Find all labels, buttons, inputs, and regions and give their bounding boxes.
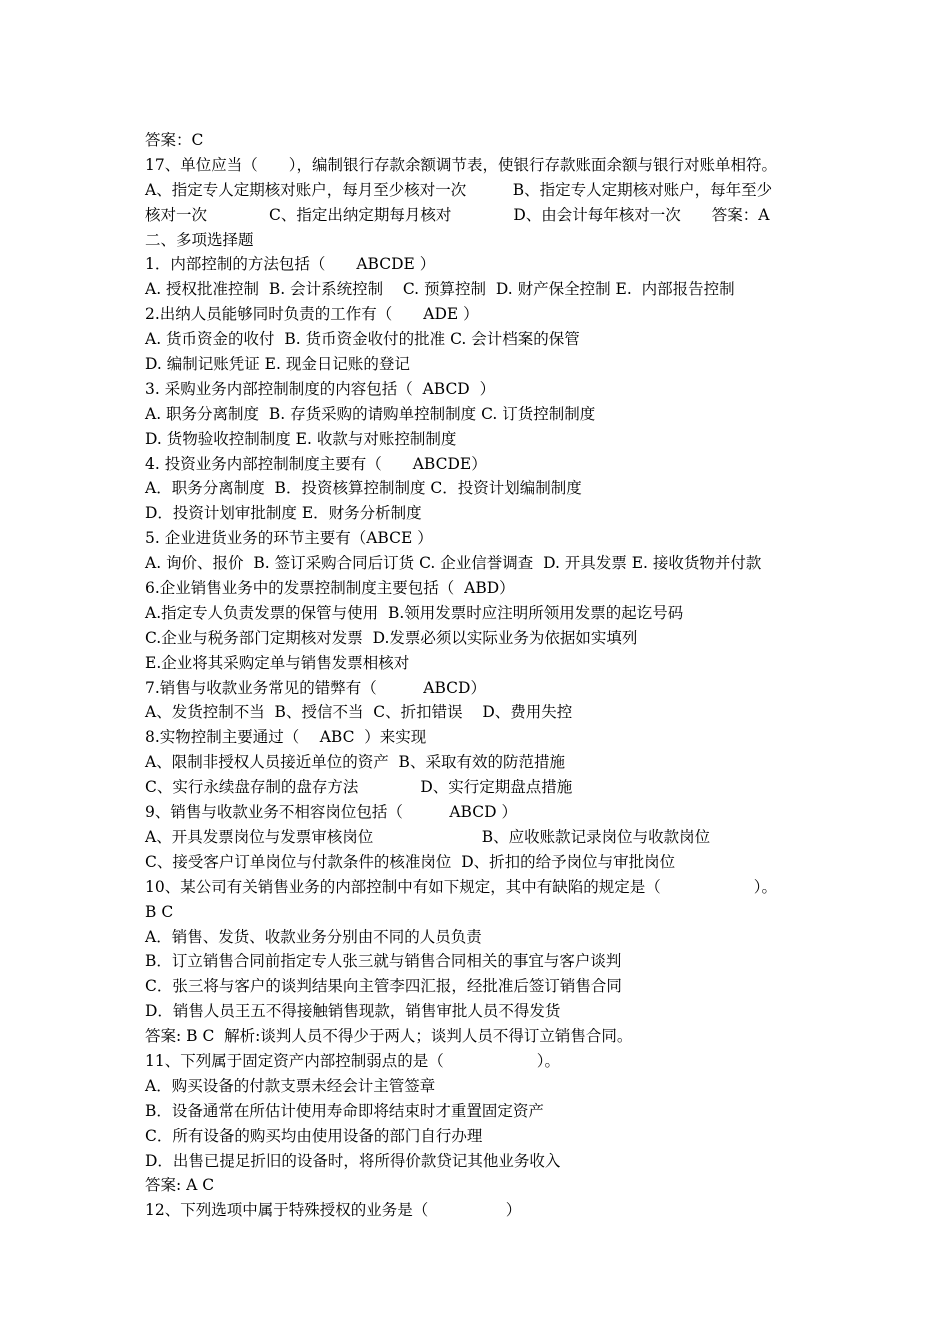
option-line: D. 编制记账凭证 E. 现金日记账的登记	[145, 355, 410, 374]
option-line: A．购买设备的付款支票未经会计主管签章	[145, 1076, 436, 1095]
option-line: D. 货物验收控制制度 E. 收款与对账控制制度	[145, 429, 457, 448]
option-line: A. 询价、报价 B. 签订采购合同后订货 C. 企业信誉调查 D. 开具发票 E. 接收货物并付款	[145, 554, 762, 573]
answer-line: 答案：C	[145, 131, 204, 149]
option-line: A、限制非授权人员接近单位的资产 B、采取有效的防范措施	[145, 753, 565, 772]
option-line: D．出售已提足折旧的设备时，将所得价款贷记其他业务收入	[145, 1151, 561, 1170]
answer-line: B C	[145, 902, 174, 921]
option-line: A、发货控制不当 B、授信不当 C、折扣错误 D、费用失控	[145, 703, 573, 722]
option-line: C．张三将与客户的谈判结果向主管李四汇报，经批准后签订销售合同	[145, 977, 622, 996]
question-line: 17、单位应当（ ），编制银行存款余额调节表，使银行存款账面余额与银行对账单相符。	[145, 155, 777, 174]
question-line: 11、下列属于固定资产内部控制弱点的是（ ）。	[145, 1051, 560, 1070]
question-line: 3. 采购业务内部控制制度的内容包括（ ABCD ）	[145, 379, 496, 398]
option-line: B．设备通常在所估计使用寿命即将结束时才重置固定资产	[145, 1101, 544, 1120]
option-line: A. 授权批准控制 B. 会计系统控制 C. 预算控制 D. 财产保全控制 E. 内部报告控制	[145, 280, 735, 299]
question-line: 8.实物控制主要通过（ ABC ）来实现	[145, 728, 427, 747]
question-line: 6.企业销售业务中的发票控制制度主要包括（ ABD）	[145, 579, 515, 598]
question-line: 9、销售与收款业务不相容岗位包括（ ABCD ）	[145, 803, 517, 822]
question-line: 1．内部控制的方法包括（ ABCDE ）	[145, 255, 436, 274]
question-line: 7.销售与收款业务常见的错弊有（ ABCD）	[145, 678, 486, 697]
option-line: A. 货币资金的收付 B. 货币资金收付的批准 C. 会计档案的保管	[145, 330, 580, 349]
document-body	[145, 128, 835, 1223]
option-line: D．投资计划审批制度 E．财务分析制度	[145, 504, 422, 523]
option-line: C.企业与税务部门定期核对发票 D.发票必须以实际业务为依据如实填列	[145, 628, 638, 647]
option-line: D．销售人员王五不得接触销售现款，销售审批人员不得发货	[145, 1002, 561, 1021]
question-line: 4. 投资业务内部控制制度主要有（ ABCDE）	[145, 454, 487, 473]
option-line: C．所有设备的购买均由使用设备的部门自行办理	[145, 1126, 483, 1145]
option-line: A.指定专人负责发票的保管与使用 B.领用发票时应注明所领用发票的起讫号码	[145, 603, 684, 622]
option-line: A．职务分离制度 B．投资核算控制制度 C．投资计划编制制度	[145, 479, 582, 498]
option-line: A、开具发票岗位与发票审核岗位 B、应收账款记录岗位与收款岗位	[145, 827, 711, 846]
question-line: 5. 企业进货业务的环节主要有（ABCE ）	[145, 529, 433, 548]
option-line: A．销售、发货、收款业务分别由不同的人员负责	[145, 927, 482, 946]
answer-line: 答案: A C	[145, 1176, 215, 1195]
question-line: 12、下列选项中属于特殊授权的业务是（ ）	[145, 1201, 522, 1220]
question-line: 10、某公司有关销售业务的内部控制中有如下规定，其中有缺陷的规定是（ ）。	[145, 877, 777, 896]
option-line: 核对一次 C、指定出纳定期每月核对 D、由会计每年核对一次 答案：A	[145, 205, 770, 224]
question-line: 2.出纳人员能够同时负责的工作有（ ADE ）	[145, 305, 479, 324]
option-line: C、实行永续盘存制的盘存方法 D、实行定期盘点措施	[145, 778, 573, 797]
option-line: A. 职务分离制度 B. 存货采购的请购单控制制度 C. 订货控制制度	[145, 404, 596, 423]
option-line: B．订立销售合同前指定专人张三就与销售合同相关的事宜与客户谈判	[145, 952, 622, 971]
option-line: A、指定专人定期核对账户，每月至少核对一次 B、指定专人定期核对账户，每年至少	[145, 180, 773, 199]
option-line: C、接受客户订单岗位与付款条件的核准岗位 D、折扣的给予岗位与审批岗位	[145, 852, 676, 871]
option-line: E.企业将其采购定单与销售发票相核对	[145, 653, 410, 672]
answer-line: 答案: B C 解析:谈判人员不得少于两人；谈判人员不得订立销售合同。	[145, 1027, 633, 1046]
section-heading: 二、多项选择题	[145, 230, 254, 249]
